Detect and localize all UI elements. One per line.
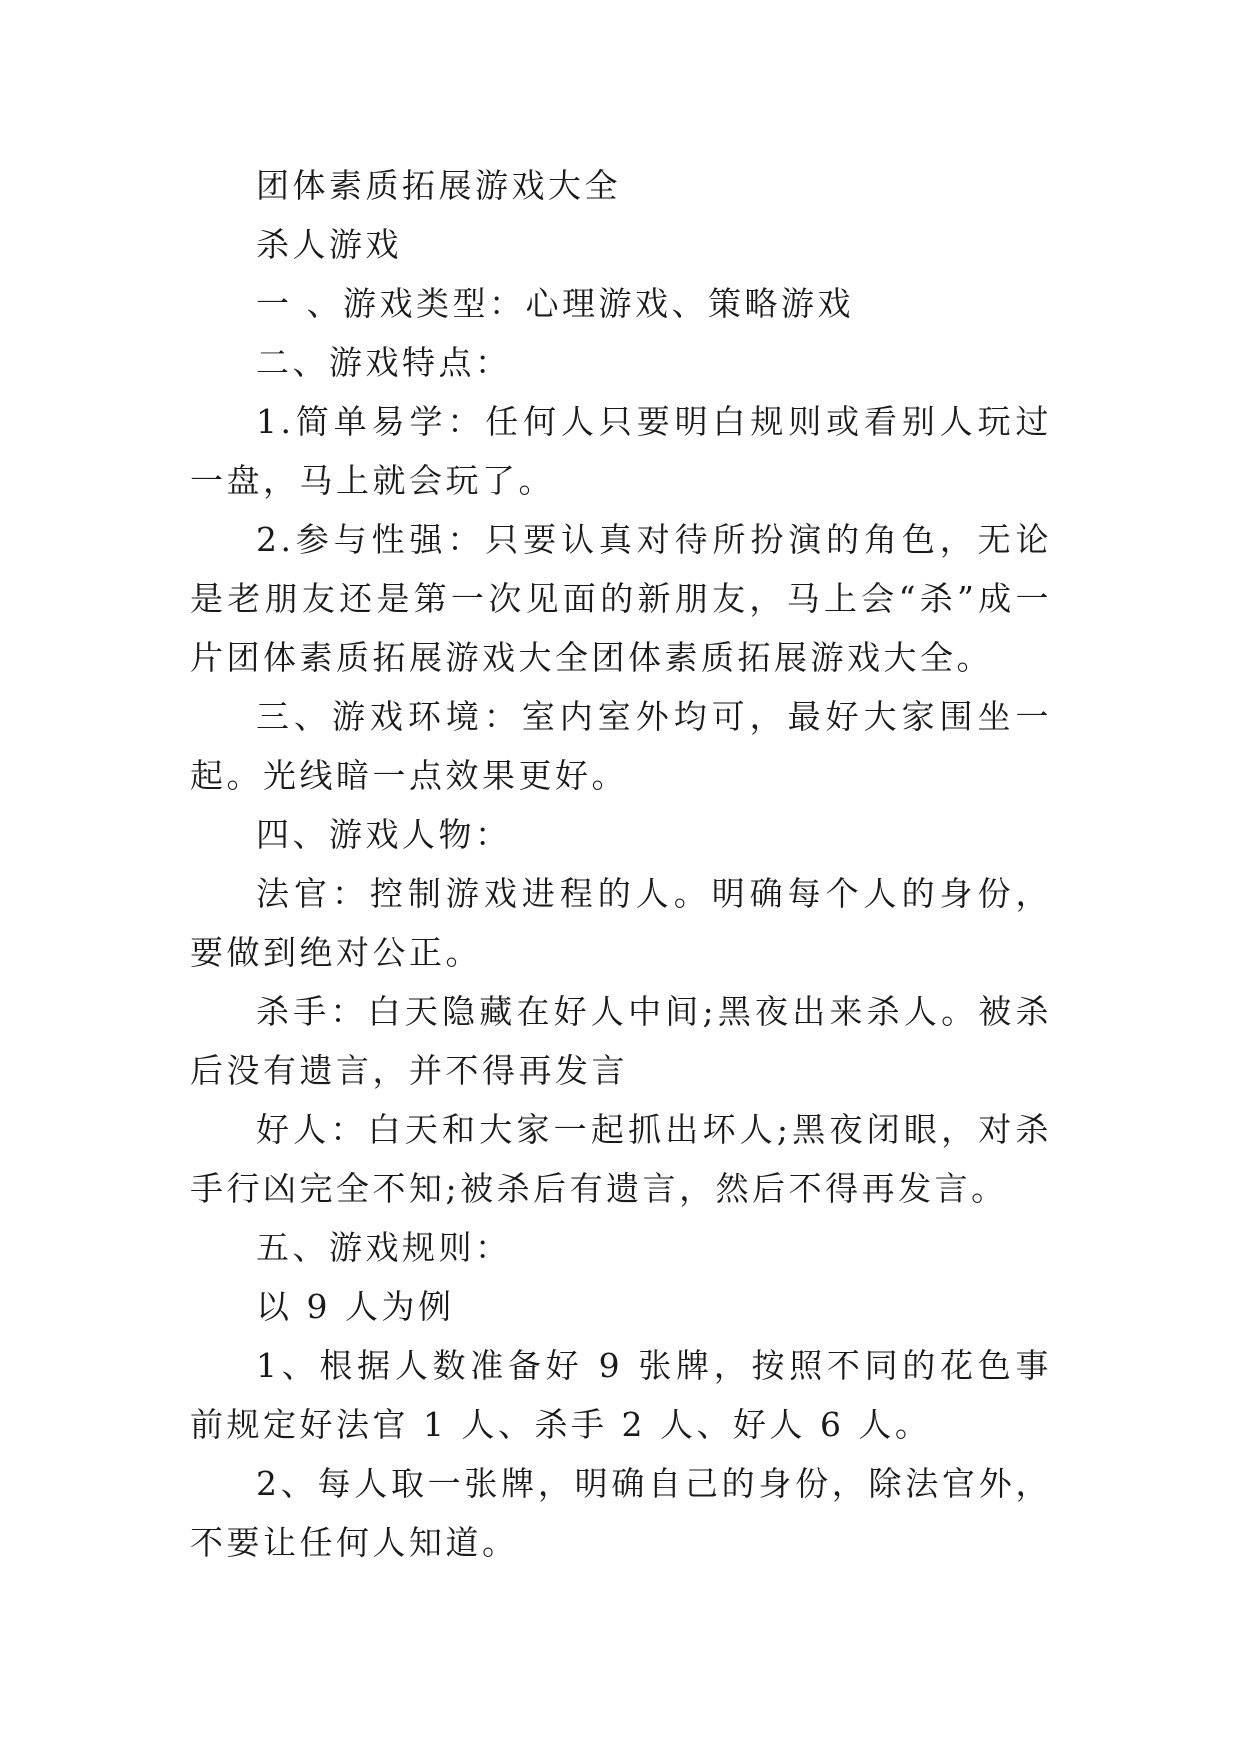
feature-easy-to-learn: 1.简单易学：任何人只要明白规则或看别人玩过一盘，马上就会玩了。 (190, 402, 1052, 500)
document-title: 团体素质拓展游戏大全 (256, 166, 621, 205)
rule-item-2: 2、每人取一张牌，明确自己的身份，除法官外，不要让任何人知道。 (190, 1464, 1052, 1562)
character-killer: 杀手：白天隐藏在好人中间;黑夜出来杀人。被杀后没有遗言，并不得再发言 (190, 992, 1052, 1090)
game-type-paragraph: 一 、游戏类型：心理游戏、策略游戏 (256, 284, 854, 323)
game-features-heading: 二、游戏特点： (256, 343, 512, 382)
game-characters-heading: 四、游戏人物： (256, 815, 512, 854)
game-rules-heading: 五、游戏规则： (256, 1228, 512, 1267)
character-judge: 法官：控制游戏进程的人。明确每个人的身份，要做到绝对公正。 (190, 874, 1052, 972)
document-body (190, 156, 1052, 1572)
rules-example-intro: 以 9 人为例 (256, 1287, 455, 1326)
game-environment-paragraph: 三、游戏环境：室内室外均可，最好大家围坐一起。光线暗一点效果更好。 (190, 697, 1052, 795)
section-heading-killer-game: 杀人游戏 (256, 225, 402, 264)
rule-item-1: 1、根据人数准备好 9 张牌，按照不同的花色事前规定好法官 1 人、杀手 2 人、好人 6 人。 (190, 1346, 1052, 1444)
feature-participation: 2.参与性强：只要认真对待所扮演的角色，无论是老朋友还是第一次见面的新朋友，马上会“杀”成一片团体素质拓展游戏大全团体素质拓展游戏大全。 (190, 520, 1052, 677)
character-good-person: 好人：白天和大家一起抓出坏人;黑夜闭眼，对杀手行凶完全不知;被杀后有遗言，然后不得再发言。 (190, 1110, 1052, 1208)
